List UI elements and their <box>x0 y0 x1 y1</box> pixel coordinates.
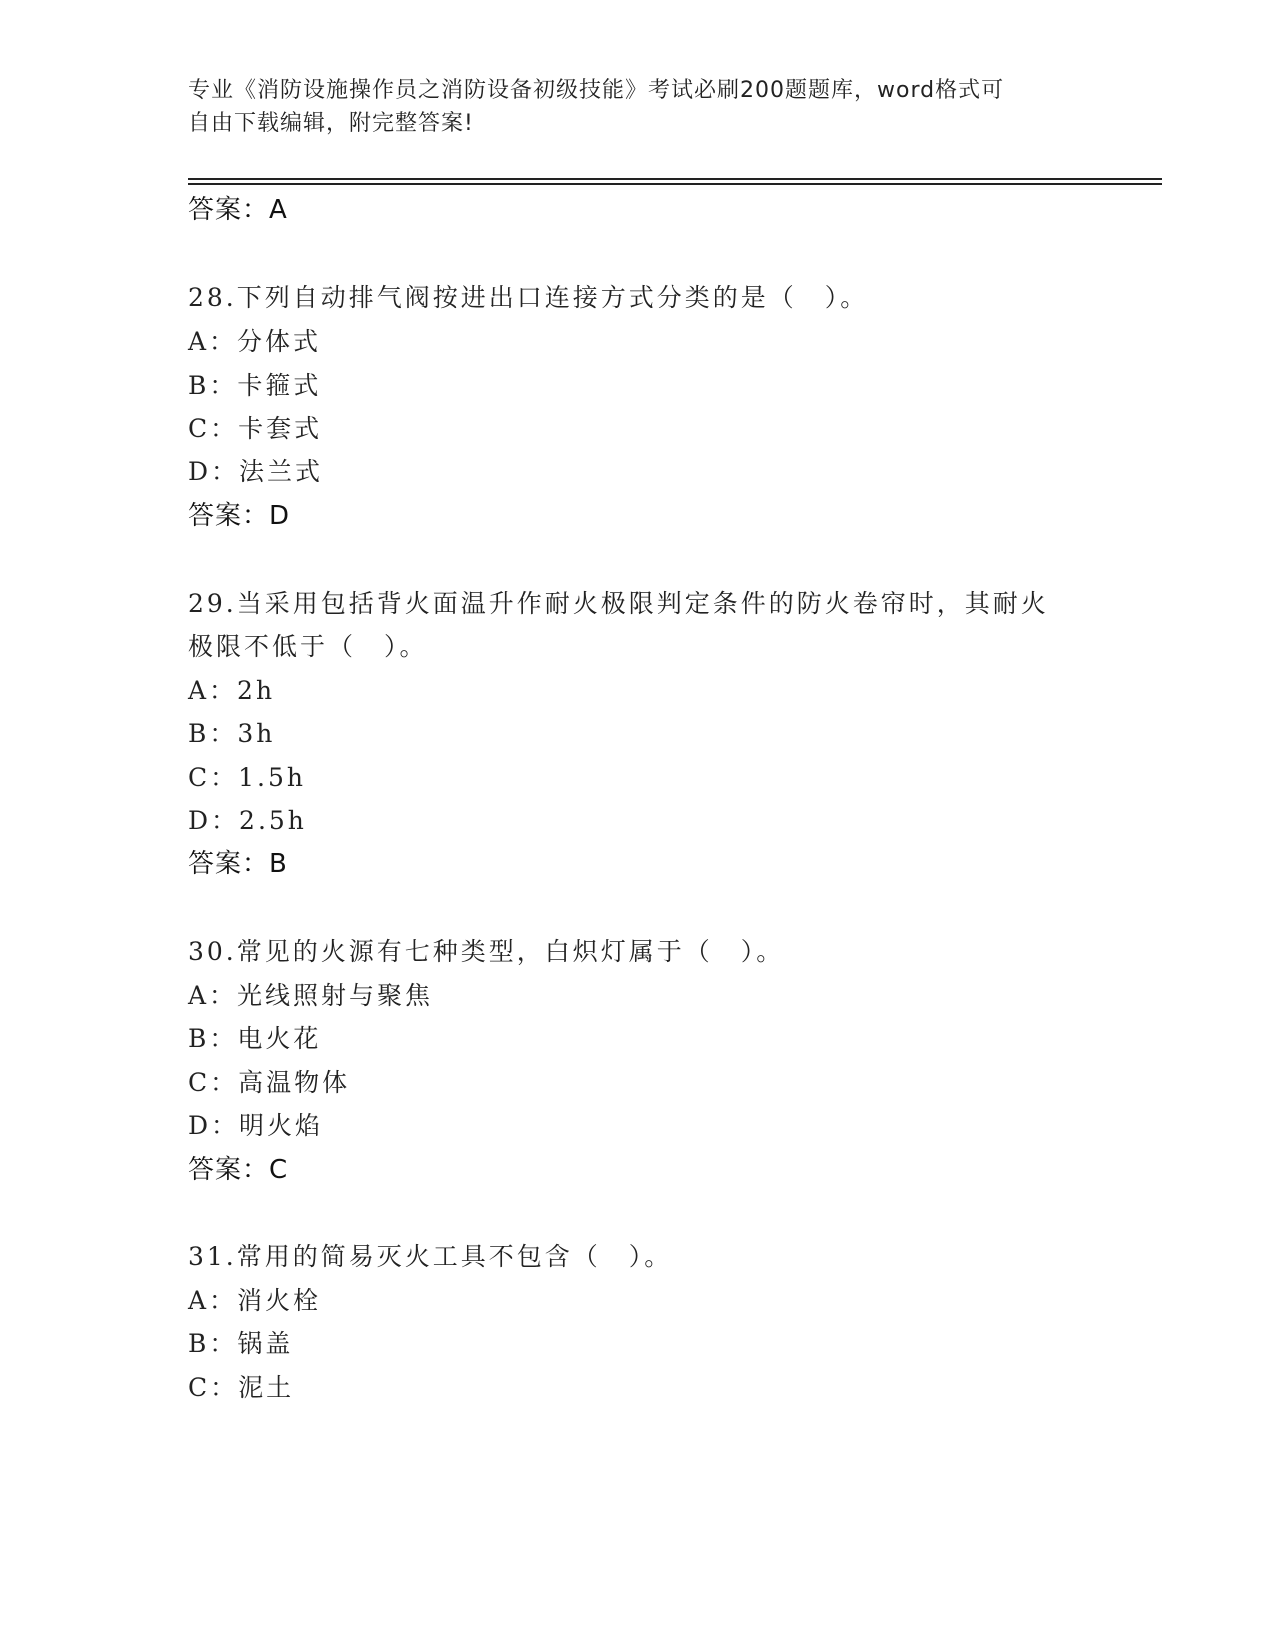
question-29-stem-line-2: 极限不低于（ ）。 <box>188 632 428 661</box>
question-28-stem: 28.下列自动排气阀按进出口连接方式分类的是（ ）。 <box>188 283 869 312</box>
question-31-option-c: C：泥土 <box>188 1373 295 1402</box>
header-divider-bottom <box>188 183 1162 185</box>
question-30-option-a: A：光线照射与聚焦 <box>188 981 434 1010</box>
header-divider-top <box>188 178 1162 180</box>
question-28-answer: 答案：D <box>188 501 291 531</box>
question-30-answer: 答案：C <box>188 1155 289 1185</box>
question-28-option-b: B：卡箍式 <box>188 371 322 400</box>
header-line-2: 自由下载编辑，附完整答案! <box>188 111 474 136</box>
question-30-option-b: B：电火花 <box>188 1024 322 1053</box>
question-31-option-b: B：锅盖 <box>188 1329 294 1358</box>
previous-answer: 答案：A <box>188 195 288 225</box>
document-header <box>188 74 1068 140</box>
question-29-option-d: D：2.5h <box>188 806 307 835</box>
question-30-stem: 30.常见的火源有七种类型，白炽灯属于（ ）。 <box>188 937 785 966</box>
question-29-option-b: B：3h <box>188 719 276 748</box>
question-29-option-a: A：2h <box>188 676 276 705</box>
question-28-option-a: A：分体式 <box>188 327 322 356</box>
question-31-option-a: A：消火栓 <box>188 1286 322 1315</box>
question-28-option-c: C：卡套式 <box>188 414 323 443</box>
question-30-option-d: D：明火焰 <box>188 1111 324 1140</box>
question-31-stem: 31.常用的简易灭火工具不包含（ ）。 <box>188 1242 673 1271</box>
question-29-option-c: C：1.5h <box>188 763 306 792</box>
question-29-answer: 答案：B <box>188 849 288 879</box>
header-line-1: 专业《消防设施操作员之消防设备初级技能》考试必刷200题题库，word格式可 <box>188 78 1005 103</box>
question-30-option-c: C：高温物体 <box>188 1068 351 1097</box>
question-28-option-d: D：法兰式 <box>188 457 324 486</box>
question-29-stem-line-1: 29.当采用包括背火面温升作耐火极限判定条件的防火卷帘时，其耐火 <box>188 589 1049 618</box>
